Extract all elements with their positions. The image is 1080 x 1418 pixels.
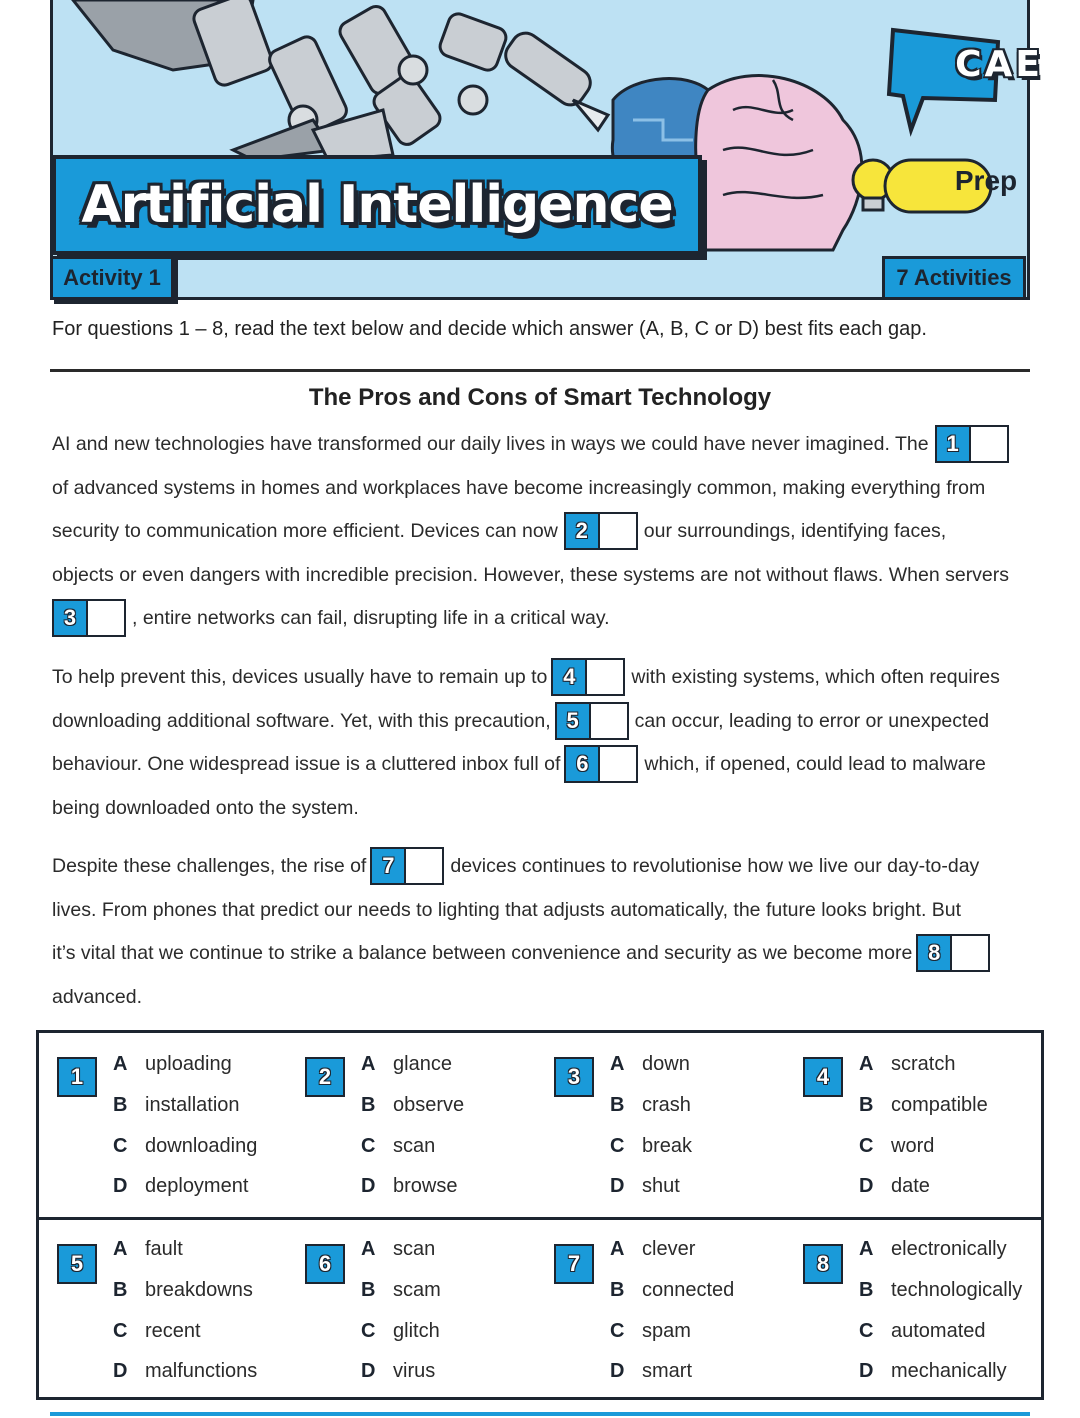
gap-number: 7 [372,849,406,883]
divider [50,369,1030,372]
option[interactable]: A down [610,1052,690,1075]
gap-number: 3 [54,601,88,635]
passage-line [52,745,986,783]
activities-count-tab: 7 Activities [882,256,1026,300]
passage-text: , entire networks can fail, disrupting life in a critical way. [132,606,610,629]
gap-number: 8 [918,936,952,970]
option[interactable]: B observe [361,1093,465,1116]
option[interactable]: D virus [361,1359,436,1382]
passage-line [52,425,1015,463]
passage-text: To help prevent this, devices usually have to remain up to [52,665,548,688]
passage-text: being downloaded onto the system. [52,796,359,819]
option[interactable]: C word [859,1134,935,1157]
question-8-options [785,1220,1035,1402]
passage-text: with existing systems, which often requires [631,665,1000,688]
question-3-options [536,1033,786,1215]
option[interactable]: D smart [610,1359,692,1382]
question-number: 4 [803,1057,843,1097]
gap-2-field[interactable] [564,512,638,550]
passage-text: which, if opened, could lead to malware [644,752,986,775]
passage-text: it’s vital that we continue to strike a balance between convenience and security as we become more [52,941,913,964]
option[interactable]: D date [859,1174,930,1197]
passage-line [52,789,359,827]
robot-hand-icon [73,0,608,160]
passage-line [52,556,1009,594]
option[interactable]: A scan [361,1237,436,1260]
text-title: The Pros and Cons of Smart Technology [308,384,772,411]
robot-brain-illustration [53,0,1033,300]
passage-text: advanced. [52,985,142,1008]
options-table [36,1030,1044,1400]
passage-line [52,512,946,550]
option[interactable]: D malfunctions [113,1359,258,1382]
option[interactable]: B compatible [859,1093,988,1116]
option[interactable]: C downloading [113,1134,258,1157]
question-6-options [287,1220,537,1402]
option[interactable]: B scam [361,1278,441,1301]
option[interactable]: A scratch [859,1052,956,1075]
option[interactable]: C glitch [361,1319,440,1342]
gap-4-field[interactable] [551,658,625,696]
gap-number: 1 [937,427,971,461]
question-4-options [785,1033,1035,1215]
option[interactable]: C automated [859,1319,986,1342]
passage-text: objects or even dangers with incredible precision. However, these systems are not without flaws. When servers [52,563,1010,586]
page-title: Artificial Intelligence [81,175,673,235]
title-box [52,155,702,255]
cae-label: CAE [955,44,1043,85]
header-banner [50,0,1043,300]
option[interactable]: D browse [361,1174,458,1197]
options-row [39,1033,1041,1215]
gap-8-field[interactable] [916,934,990,972]
gap-number: 2 [566,514,600,548]
option[interactable]: A glance [361,1052,452,1075]
gap-7-field[interactable] [370,847,444,885]
question-number: 2 [305,1057,345,1097]
activity-tab: Activity 1 [50,256,174,300]
option[interactable]: B crash [610,1093,691,1116]
passage-line [52,658,1000,696]
gap-6-field[interactable] [564,745,638,783]
footer-rule [50,1412,1030,1416]
passage-line [52,599,610,637]
passage-line [52,891,961,929]
passage-text: of advanced systems in homes and workplaces have become increasingly common, making everything from [52,476,986,499]
question-number: 8 [803,1244,843,1284]
gap-number: 4 [553,660,587,694]
question-number: 1 [57,1057,97,1097]
option[interactable]: D shut [610,1174,680,1197]
question-2-options [287,1033,537,1215]
passage-text: security to communication more efficient. Devices can now [52,519,558,542]
option[interactable]: C break [610,1134,693,1157]
option[interactable]: C spam [610,1319,691,1342]
option[interactable]: B breakdowns [113,1278,253,1301]
passage-text: our surroundings, identifying faces, [643,519,947,542]
passage-line [52,469,985,507]
option[interactable]: C scan [361,1134,436,1157]
gap-3-field[interactable] [52,599,126,637]
gap-5-field[interactable] [555,702,629,740]
question-number: 5 [57,1244,97,1284]
passage-line [52,978,142,1016]
passage-text: behaviour. One widespread issue is a cluttered inbox full of [52,752,561,775]
option[interactable]: A clever [610,1237,696,1260]
question-number: 7 [554,1244,594,1284]
gap-1-field[interactable] [935,425,1009,463]
passage-line [52,702,989,740]
passage-text: Despite these challenges, the rise of [52,854,367,877]
passage-line [52,847,979,885]
option[interactable]: B connected [610,1278,735,1301]
option[interactable]: B technologically [859,1278,1023,1301]
gap-number: 5 [557,704,591,738]
options-row [39,1217,1041,1399]
passage-text: AI and new technologies have transformed our daily lives in ways we could have never imagined. The [52,432,929,455]
option[interactable]: C recent [113,1319,201,1342]
passage-text: can occur, leading to error or unexpected [634,709,990,732]
question-1-options [39,1033,289,1215]
question-5-options [39,1220,289,1402]
prep-label: Prep [954,165,1018,196]
option[interactable]: B installation [113,1093,240,1116]
passage-line [52,934,996,972]
option[interactable]: A fault [113,1237,183,1260]
passage-text: devices continues to revolutionise how we live our day-to-day [450,854,980,877]
passage-text: downloading additional software. Yet, with this precaution, [52,709,551,732]
instructions: For questions 1 – 8, read the text below and decide which answer (A, B, C or D) best fits each gap. [52,318,927,340]
gap-number: 6 [566,747,600,781]
option[interactable]: D mechanically [859,1359,1007,1382]
option[interactable]: D deployment [113,1174,249,1197]
question-number: 6 [305,1244,345,1284]
option[interactable]: A electronically [859,1237,1007,1260]
option[interactable]: A uploading [113,1052,232,1075]
question-number: 3 [554,1057,594,1097]
passage-text: lives. From phones that predict our needs to lighting that adjusts automatically, the future looks bright. But [52,898,962,921]
question-7-options [536,1220,786,1402]
